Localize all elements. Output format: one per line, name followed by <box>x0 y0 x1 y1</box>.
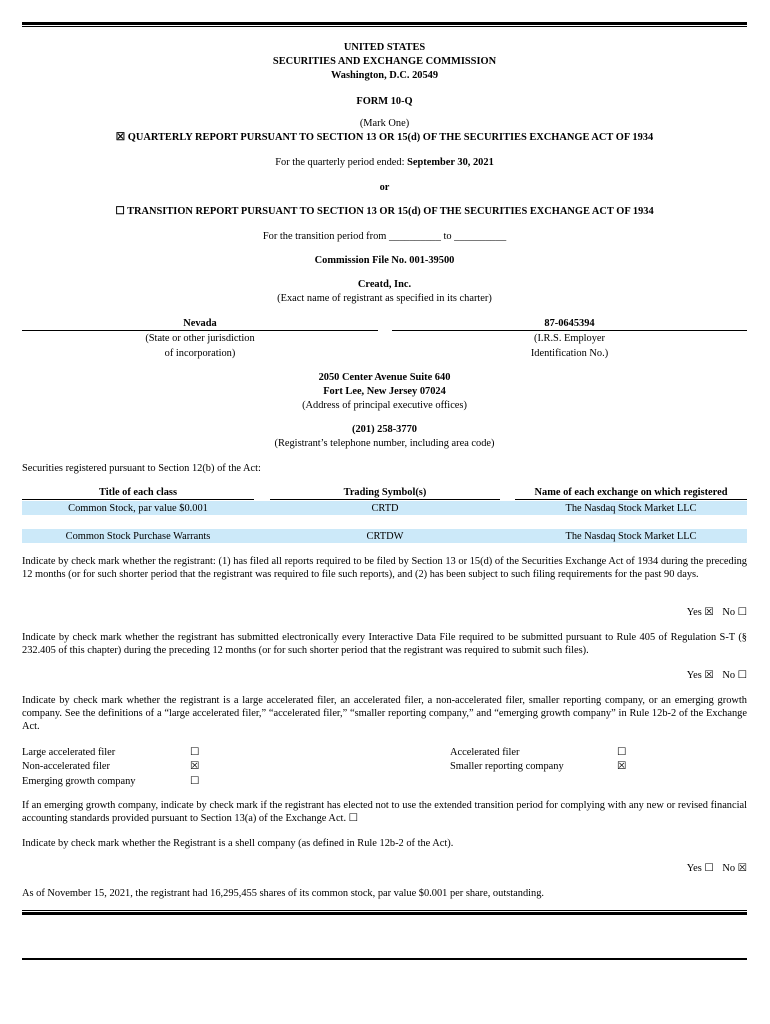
table-header-title: Title of each class <box>98 487 178 498</box>
bottom-rule-thin <box>22 910 747 911</box>
top-rule-thick <box>22 22 747 25</box>
quarterly-checkbox: ☒ <box>115 132 126 143</box>
interactive-data-question: Indicate by check mark whether the registrant has submitted electronically every Interactive Data File required to be submitted pursuant to Rule 405 of Regulation S-T (§ 232.405 of this chapter) during the preceding 12 months (or for such shorter period that the registrant was required to submit such files). <box>22 632 747 656</box>
page-end-rule <box>22 958 747 960</box>
no-label: No <box>722 863 736 874</box>
transition-period-question: If an emerging growth company, indicate by check mark if the registrant has elected not to use the extended transition period for complying with any new or revised financial accounting standards provided pursuant to Section 13(a) of the Exchange Act. ☐ <box>22 800 747 824</box>
address-caption: (Address of principal executive offices) <box>302 400 467 411</box>
no-checkbox: ☒ <box>737 863 747 874</box>
large-accelerated-filer-label: Large accelerated filer <box>22 747 116 758</box>
table-header-rule-1 <box>22 499 254 500</box>
shell-company-question: Indicate by check mark whether the Registrant is a shell company (as defined in Rule 12b-2 of the Act). <box>22 838 454 849</box>
transition-period: For the transition period from __________ to __________ <box>262 231 507 242</box>
row-2-exchange: The Nasdaq Stock Market LLC <box>565 531 697 542</box>
irs-caption-2: Identification No.) <box>530 348 609 359</box>
emerging-growth-company-checkbox: ☐ <box>190 776 200 787</box>
address-line-2: Fort Lee, New Jersey 07024 <box>323 386 446 397</box>
state-caption-1: (State or other jurisdiction <box>145 333 255 344</box>
yes-label: Yes <box>686 670 702 681</box>
transition-report-line <box>22 205 747 218</box>
commission-file-number: Commission File No. 001-39500 <box>314 255 455 266</box>
filing-requirements-question: Indicate by check mark whether the registrant: (1) has filed all reports required to be filed by Section 13 or 15(d) of the Securities Exchange Act of 1934 during the preceding 12 months (or for such shorter period that the registrant was required to file such reports), and (2) has been subject to such filing requirements for the past 90 days. <box>22 556 747 580</box>
table-header-rule-3 <box>515 499 747 500</box>
quarterly-period-label: For the quarterly period ended: <box>275 157 408 168</box>
state-underline <box>22 330 378 331</box>
table-header-exchange: Name of each exchange on which registered <box>534 487 728 498</box>
quarterly-report-line <box>22 131 747 144</box>
row-1-symbol: CRTD <box>371 503 399 514</box>
row-2-symbol: CRTDW <box>366 531 404 542</box>
no-checkbox: ☐ <box>737 607 747 618</box>
table-header-symbol: Trading Symbol(s) <box>343 487 427 498</box>
quarterly-period-line <box>22 156 747 169</box>
yes-checkbox: ☐ <box>704 863 714 874</box>
header-line-1: UNITED STATES <box>343 42 426 53</box>
phone-number: (201) 258-3770 <box>352 424 417 435</box>
row-1-exchange: The Nasdaq Stock Market LLC <box>565 503 697 514</box>
filer-status-question: Indicate by check mark whether the registrant is a large accelerated filer, an accelerated filer, a non-accelerated filer, smaller reporting company, or an emerging growth company. See the definitions of a “large accelerated filer,” “accelerated filer,” “smaller reporting company,” and “emerging growth company” in Rule 12b-2 of the Exchange Act. <box>22 695 747 732</box>
no-checkbox: ☐ <box>737 670 747 681</box>
securities-intro: Securities registered pursuant to Section 12(b) of the Act: <box>22 463 261 474</box>
or-separator: or <box>379 182 390 193</box>
registrant-name-caption: (Exact name of registrant as specified in its charter) <box>277 293 492 304</box>
row-2-title: Common Stock Purchase Warrants <box>65 531 211 542</box>
form-title: FORM 10-Q <box>356 96 413 107</box>
interactive-data-answer <box>22 669 747 682</box>
shares-outstanding: As of November 15, 2021, the registrant had 16,295,455 shares of its common stock, par value $0.001 per share, outstanding. <box>22 888 545 899</box>
top-rule-thin <box>22 26 747 27</box>
bottom-rule-thick <box>22 912 747 915</box>
table-header-rule-2 <box>270 499 500 500</box>
irs-employer-id: 87-0645394 <box>544 318 595 329</box>
filing-requirements-answer <box>22 606 747 619</box>
state-of-incorporation: Nevada <box>183 318 217 329</box>
smaller-reporting-company-label: Smaller reporting company <box>450 761 564 772</box>
no-label: No <box>722 607 736 618</box>
emerging-growth-company-label: Emerging growth company <box>22 776 136 787</box>
transition-checkbox: ☐ <box>115 206 125 217</box>
header-line-3: Washington, D.C. 20549 <box>330 70 439 81</box>
large-accelerated-filer-checkbox: ☐ <box>190 747 200 758</box>
no-label: No <box>722 670 736 681</box>
irs-caption-1: (I.R.S. Employer <box>534 333 605 344</box>
quarterly-report-text: QUARTERLY REPORT PURSUANT TO SECTION 13 OR 15(d) OF THE SECURITIES EXCHANGE ACT OF 1934 <box>127 132 654 143</box>
smaller-reporting-company-checkbox: ☒ <box>617 761 627 772</box>
phone-caption: (Registrant’s telephone number, including area code) <box>274 438 495 449</box>
mark-one: (Mark One) <box>359 118 410 129</box>
accelerated-filer-label: Accelerated filer <box>450 747 520 758</box>
transition-report-text: TRANSITION REPORT PURSUANT TO SECTION 13 OR 15(d) OF THE SECURITIES EXCHANGE ACT OF 1934 <box>127 206 654 217</box>
irs-underline <box>392 330 747 331</box>
quarterly-period-value: September 30, 2021 <box>407 157 494 168</box>
yes-label: Yes <box>686 863 702 874</box>
shell-company-answer <box>22 862 747 875</box>
yes-label: Yes <box>686 607 702 618</box>
non-accelerated-filer-label: Non-accelerated filer <box>22 761 110 772</box>
yes-checkbox: ☒ <box>704 670 714 681</box>
address-line-1: 2050 Center Avenue Suite 640 <box>318 372 451 383</box>
header-line-2: SECURITIES AND EXCHANGE COMMISSION <box>272 56 497 67</box>
non-accelerated-filer-checkbox: ☒ <box>190 761 200 772</box>
accelerated-filer-checkbox: ☐ <box>617 747 627 758</box>
row-1-title: Common Stock, par value $0.001 <box>68 503 208 514</box>
yes-checkbox: ☒ <box>704 607 714 618</box>
state-caption-2: of incorporation) <box>164 348 236 359</box>
registrant-name: Creatd, Inc. <box>357 279 412 290</box>
